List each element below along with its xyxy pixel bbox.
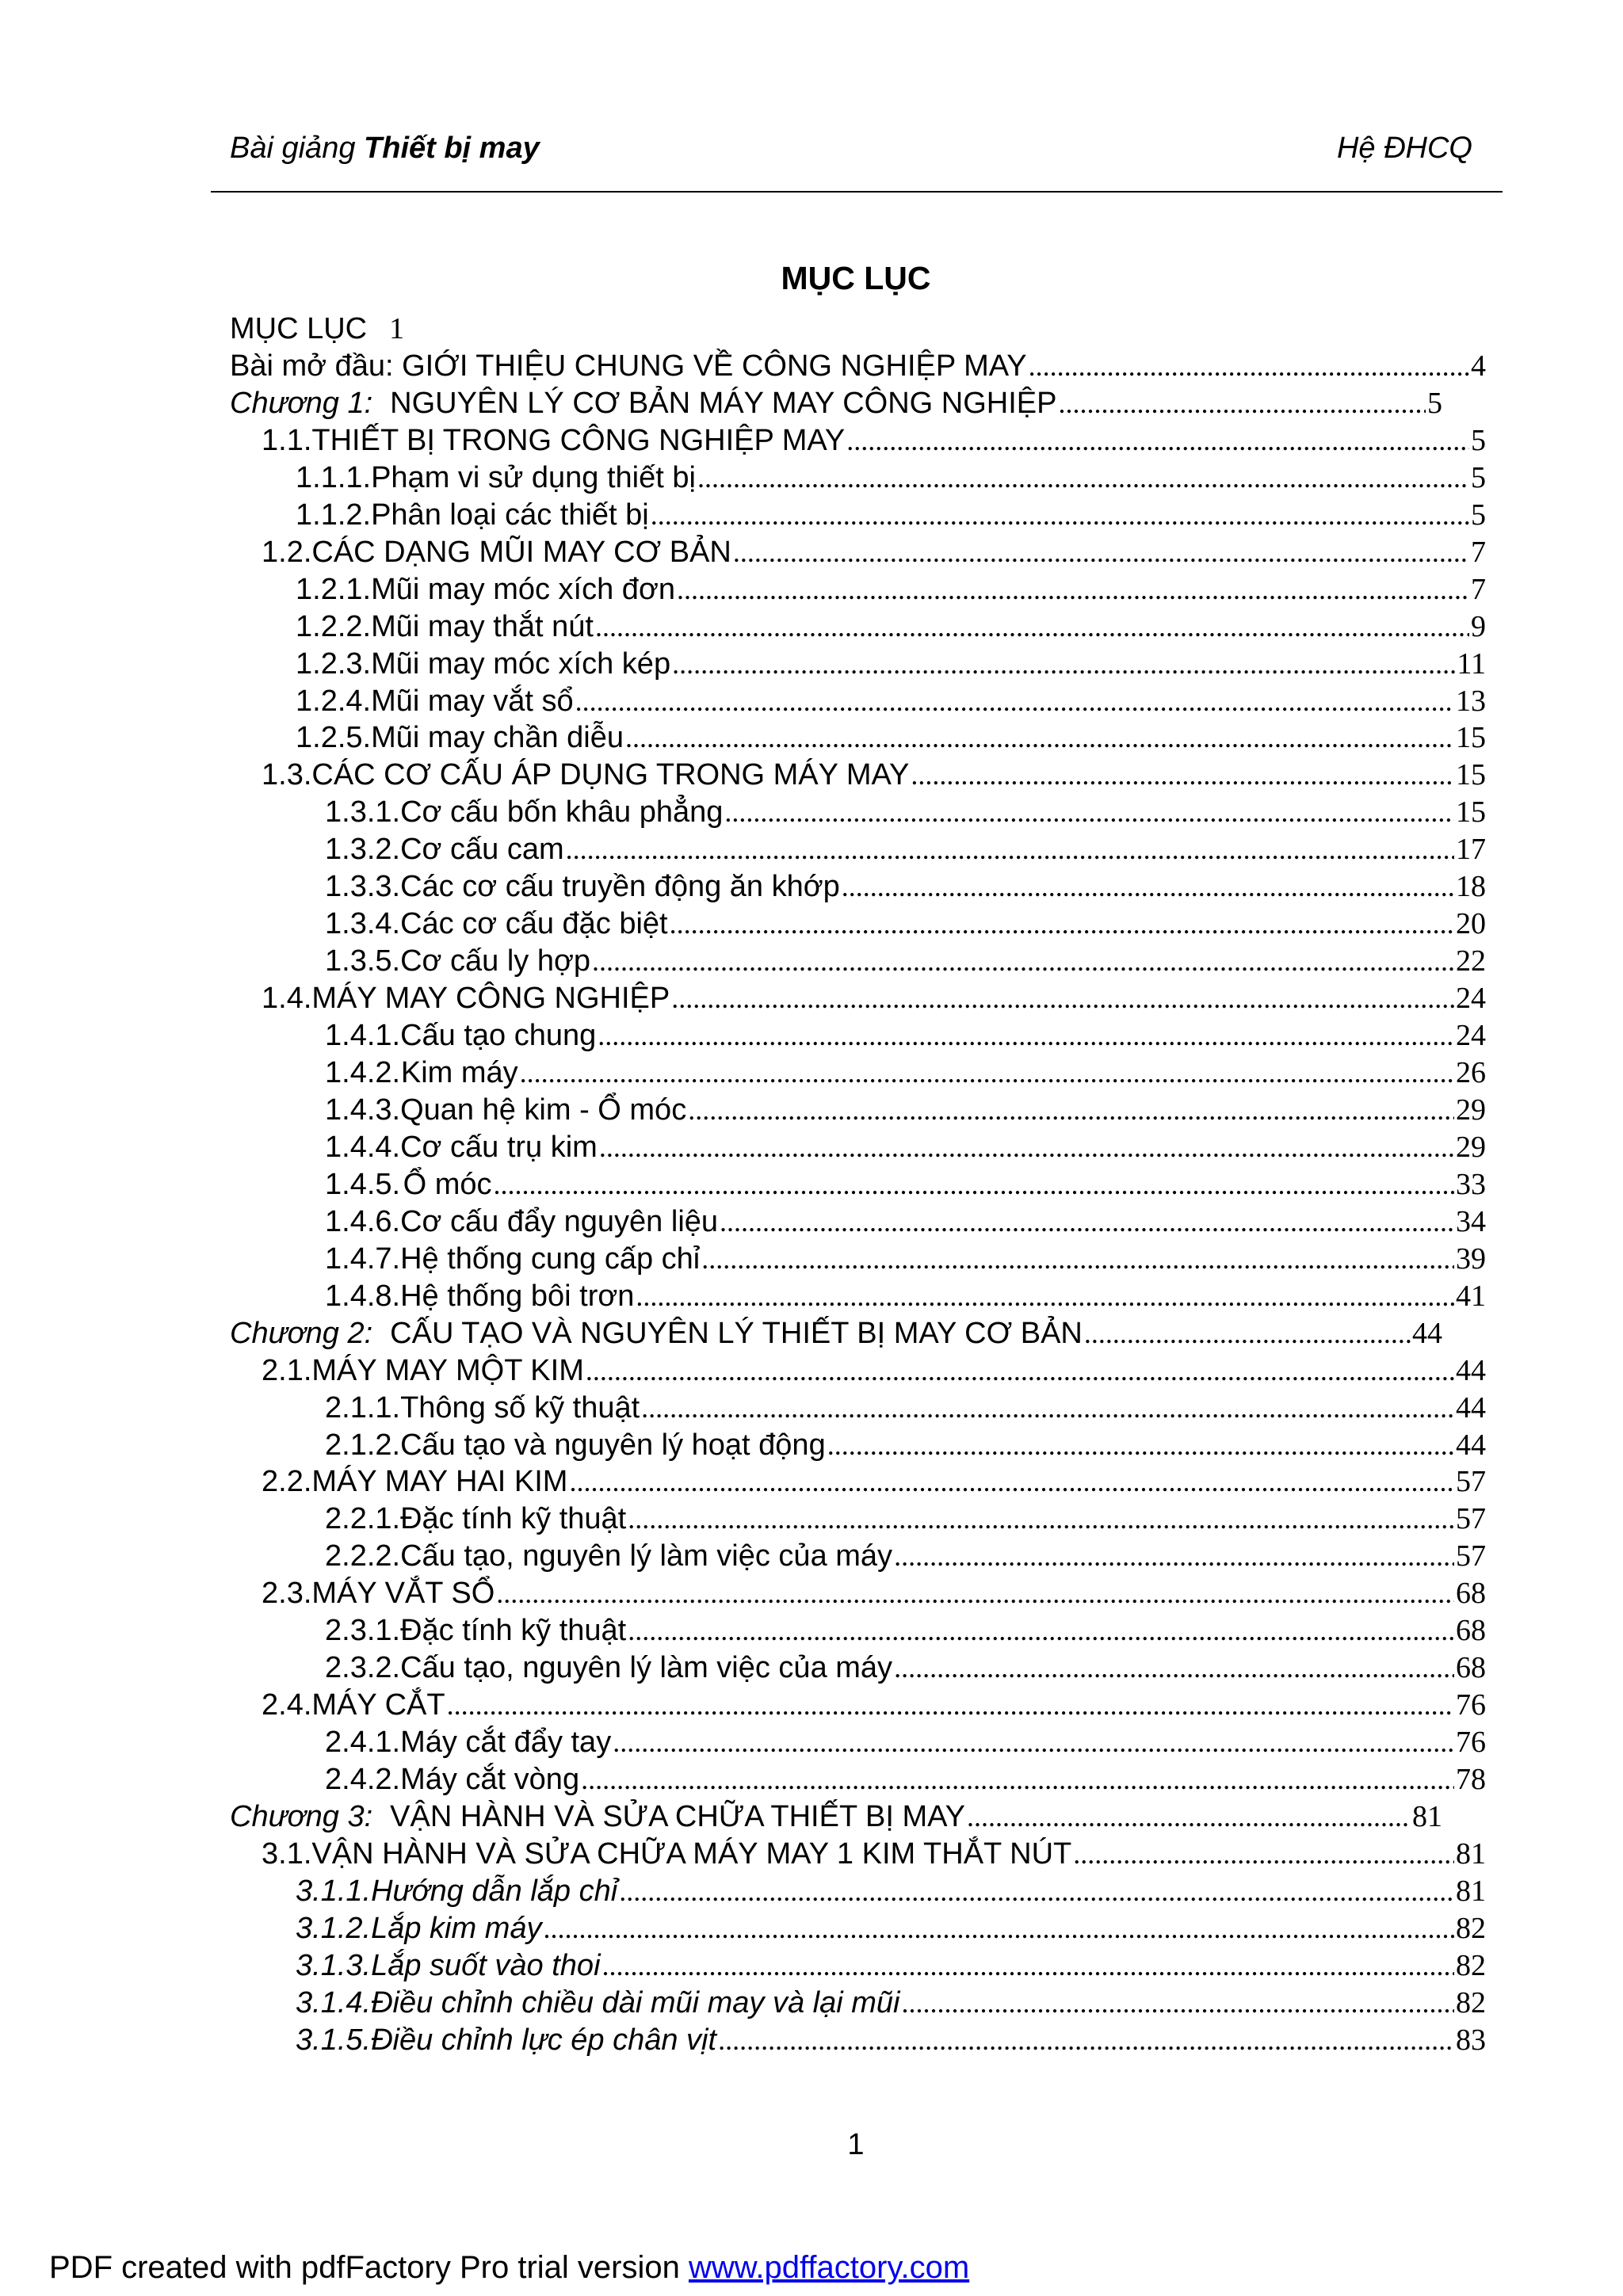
toc-entry-title: Mũi may móc xích đơn bbox=[371, 572, 675, 606]
toc-entry-page: 33 bbox=[1456, 1167, 1486, 1201]
toc-dot-leader bbox=[688, 1092, 1454, 1128]
toc-dot-leader bbox=[619, 1873, 1454, 1909]
toc-entry-title: MỤC LỤC bbox=[230, 312, 368, 345]
toc-entry-title: VẬN HÀNH VÀ SỬA CHỮA MÁY MAY 1 KIM THẮT NÚT bbox=[311, 1836, 1072, 1871]
toc-entry-page: 15 bbox=[1456, 795, 1486, 830]
toc-entry-title: Thông số kỹ thuật bbox=[400, 1390, 640, 1425]
toc-entry[interactable] bbox=[296, 719, 1486, 756]
toc-entry-number: 2.1.1. bbox=[325, 1390, 401, 1425]
toc-dot-leader bbox=[566, 831, 1454, 868]
toc-entry[interactable] bbox=[230, 348, 1486, 384]
toc-entry-page: 22 bbox=[1456, 944, 1486, 978]
toc-entry[interactable] bbox=[325, 1761, 1486, 1798]
toc-entry-page: 7 bbox=[1471, 572, 1486, 606]
toc-entry-title: Các cơ cấu đặc biệt bbox=[400, 907, 668, 941]
toc-entry-number: 2.4. bbox=[262, 1688, 312, 1722]
toc-entry[interactable] bbox=[325, 943, 1486, 979]
toc-entry-number: 2.2.1. bbox=[325, 1502, 401, 1536]
toc-entry-title: MÁY VẮT SỔ bbox=[311, 1577, 495, 1611]
toc-dot-leader bbox=[1084, 1315, 1411, 1352]
toc-entry-page: 5 bbox=[1471, 498, 1486, 532]
toc-entry-number: 2.2. bbox=[262, 1465, 312, 1499]
toc-entry-title: Lắp kim máy bbox=[371, 1911, 542, 1945]
toc-dot-leader bbox=[827, 1427, 1454, 1463]
toc-entry-page: 26 bbox=[1456, 1056, 1486, 1089]
toc-dot-leader bbox=[672, 646, 1455, 682]
toc-entry-title: MÁY MAY CÔNG NGHIỆP bbox=[311, 982, 670, 1016]
toc-entry-title: Kim máy bbox=[400, 1056, 518, 1089]
toc-entry[interactable] bbox=[296, 2022, 1486, 2058]
toc-entry[interactable] bbox=[262, 422, 1486, 459]
page-header bbox=[230, 132, 1472, 179]
toc-entry[interactable] bbox=[325, 1612, 1486, 1649]
page-number: 1 bbox=[847, 2128, 865, 2161]
toc-entry-number: 1.4.6. bbox=[325, 1204, 401, 1238]
toc-dot-leader bbox=[967, 1798, 1411, 1835]
toc-dot-leader bbox=[599, 1129, 1454, 1165]
toc-dot-leader bbox=[677, 571, 1469, 608]
toc-entry[interactable] bbox=[296, 608, 1486, 645]
toc-dot-leader bbox=[543, 1910, 1454, 1947]
toc-entry-page: 82 bbox=[1456, 1911, 1486, 1945]
toc-entry[interactable] bbox=[296, 571, 1486, 608]
toc-entry[interactable] bbox=[296, 1947, 1486, 1984]
toc-entry[interactable] bbox=[262, 1836, 1486, 1872]
toc-entry-page: 24 bbox=[1456, 1019, 1486, 1053]
toc-entry-number: 1.4.4. bbox=[325, 1130, 401, 1164]
footer-text: PDF created with pdfFactory Pro trial version bbox=[49, 2250, 689, 2285]
toc-entry-page: 34 bbox=[1456, 1204, 1486, 1238]
toc-entry-page: 41 bbox=[1456, 1279, 1486, 1313]
toc-dot-leader bbox=[628, 1501, 1454, 1537]
toc-entry-number: 1.3.5. bbox=[325, 944, 401, 978]
toc-entry-title: THIẾT BỊ TRONG CÔNG NGHIỆP MAY bbox=[311, 423, 846, 457]
toc-entry-page: 5 bbox=[1427, 386, 1442, 420]
toc-entry-title: Cấu tạo, nguyên lý làm việc của máy bbox=[400, 1539, 893, 1573]
toc-entry[interactable] bbox=[325, 1241, 1486, 1277]
toc-entry-number: 1.2. bbox=[262, 535, 312, 569]
toc-entry-number: 1.3.1. bbox=[325, 795, 401, 830]
toc-entry[interactable] bbox=[262, 980, 1486, 1016]
toc-entry-title: Cấu tạo, nguyên lý làm việc của máy bbox=[400, 1651, 893, 1685]
toc-entry-page: 5 bbox=[1471, 423, 1486, 457]
toc-entry-page: 39 bbox=[1456, 1241, 1486, 1276]
toc-entry-page: 82 bbox=[1456, 1948, 1486, 1982]
toc-entry-number: 1.2.1. bbox=[296, 572, 372, 606]
toc-entry-number: 3.1.4. bbox=[296, 1985, 372, 2019]
toc-entry-number: 1.4.1. bbox=[325, 1019, 401, 1053]
toc-entry[interactable] bbox=[325, 1017, 1486, 1054]
toc-entry-title: CÁC CƠ CẤU ÁP DỤNG TRONG MÁY MAY bbox=[311, 758, 910, 792]
toc-entry-number: 1.1. bbox=[262, 423, 312, 457]
toc-entry-title: Hệ thống bôi trơn bbox=[400, 1279, 635, 1313]
toc-entry-title: Mũi may chần diễu bbox=[371, 721, 624, 755]
header-program: Hệ ĐHCQ bbox=[1336, 132, 1472, 165]
toc-dot-leader bbox=[575, 683, 1454, 719]
toc-dot-leader bbox=[595, 608, 1469, 645]
toc-entry[interactable] bbox=[230, 385, 1442, 421]
toc-dot-leader bbox=[894, 1650, 1454, 1686]
toc-entry-title: Đặc tính kỹ thuật bbox=[400, 1502, 627, 1536]
toc-entry[interactable] bbox=[230, 311, 1486, 347]
toc-dot-leader bbox=[625, 719, 1454, 756]
toc-entry-page: 82 bbox=[1456, 1985, 1486, 2019]
toc-entry[interactable] bbox=[296, 497, 1486, 533]
toc-entry-page: 81 bbox=[1456, 1836, 1486, 1871]
toc-entry[interactable] bbox=[296, 1910, 1486, 1947]
toc-entry[interactable] bbox=[325, 1538, 1486, 1574]
toc-entry-page: 44 bbox=[1456, 1353, 1486, 1387]
toc-entry-number: 1.4.3. bbox=[325, 1093, 401, 1127]
toc-dot-leader bbox=[1058, 385, 1426, 421]
toc-entry-number: 3.1. bbox=[262, 1836, 312, 1871]
toc-entry-number: Chương 2: bbox=[230, 1316, 373, 1350]
toc-entry[interactable] bbox=[230, 1798, 1442, 1835]
toc-entry-number: 1.3.2. bbox=[325, 833, 401, 867]
toc-entry-page: 83 bbox=[1456, 2023, 1486, 2057]
toc-entry-number: 1.4.5. bbox=[325, 1167, 401, 1201]
toc-entry-page: 15 bbox=[1456, 758, 1486, 792]
toc-entry-number: 1.2.5. bbox=[296, 721, 372, 755]
toc-entry-title: Quan hệ kim - Ổ móc bbox=[400, 1093, 687, 1127]
toc-entry-number: 2.2.2. bbox=[325, 1539, 401, 1573]
toc-entry-page: 68 bbox=[1456, 1577, 1486, 1611]
header-course-title bbox=[230, 132, 540, 166]
toc-entry-page: 44 bbox=[1456, 1428, 1486, 1462]
toc-dot-leader bbox=[718, 2022, 1454, 2058]
toc-entry-page: 78 bbox=[1456, 1763, 1486, 1797]
toc-entry-number: 1.1.1. bbox=[296, 460, 372, 494]
toc-entry-title: CÁC DẠNG MŨI MAY CƠ BẢN bbox=[311, 535, 731, 569]
toc-entry-number: Chương 1: bbox=[230, 386, 373, 420]
toc-dot-leader bbox=[720, 1203, 1454, 1240]
toc-entry-title: CẤU TẠO VÀ NGUYÊN LÝ THIẾT BỊ MAY CƠ BẢN bbox=[390, 1316, 1083, 1350]
toc-entry-title: Cơ cấu bốn khâu phẳng bbox=[400, 795, 724, 830]
toc-entry[interactable] bbox=[262, 1463, 1486, 1500]
toc-entry-number: 1.4.8. bbox=[325, 1279, 401, 1313]
toc-entry-page: 24 bbox=[1456, 982, 1486, 1016]
toc-entry-title: Cấu tạo chung bbox=[400, 1019, 597, 1053]
toc-entry-title: Mũi may móc xích kép bbox=[371, 646, 671, 681]
toc-entry[interactable] bbox=[296, 1985, 1486, 2021]
toc-entry[interactable] bbox=[325, 1501, 1486, 1537]
header-subject: Thiết bị may bbox=[364, 132, 540, 165]
toc-dot-leader bbox=[651, 497, 1469, 533]
toc-entry-page: 76 bbox=[1456, 1726, 1486, 1760]
toc-dot-leader bbox=[496, 1575, 1454, 1611]
toc-entry-title: MÁY MAY HAI KIM bbox=[311, 1465, 568, 1499]
toc-dot-leader bbox=[894, 1538, 1454, 1574]
toc-entry[interactable] bbox=[262, 1687, 1486, 1723]
toc-entry-number: 1.2.2. bbox=[296, 609, 372, 643]
toc-dot-leader bbox=[569, 1463, 1454, 1500]
toc-entry-page: 68 bbox=[1456, 1614, 1486, 1648]
toc-dot-leader bbox=[670, 906, 1454, 942]
toc-entry-title: Bài mở đầu: GIỚI THIỆU CHUNG VỀ CÔNG NGHIỆP MAY bbox=[230, 349, 1027, 383]
toc-entry-number: 1.2.3. bbox=[296, 646, 372, 681]
toc-entry[interactable] bbox=[296, 460, 1486, 496]
toc-entry-title: Phạm vi sử dụng thiết bị bbox=[371, 460, 696, 494]
toc-entry-title: VẬN HÀNH VÀ SỬA CHỮA THIẾT BỊ MAY bbox=[390, 1800, 966, 1833]
toc-entry-title: Mũi may thắt nút bbox=[371, 609, 594, 643]
toc-entry-page: 13 bbox=[1456, 684, 1486, 718]
header-divider bbox=[211, 191, 1503, 193]
toc-entry[interactable] bbox=[296, 1873, 1486, 1909]
toc-entry[interactable] bbox=[296, 683, 1486, 719]
toc-dot-leader bbox=[846, 422, 1469, 459]
toc-entry-number: 1.2.4. bbox=[296, 684, 372, 718]
toc-entry-title: Máy cắt đẩy tay bbox=[400, 1726, 612, 1760]
toc-entry-title: Cấu tạo và nguyên lý hoạt động bbox=[400, 1428, 826, 1462]
toc-entry-number: Chương 3: bbox=[230, 1800, 373, 1833]
toc-entry-page: 20 bbox=[1456, 907, 1486, 941]
toc-entry-page: 5 bbox=[1471, 460, 1486, 494]
toc-entry-page: 57 bbox=[1456, 1465, 1486, 1499]
toc-dot-leader bbox=[671, 980, 1454, 1016]
toc-entry-number: 1.3.3. bbox=[325, 870, 401, 904]
toc-entry[interactable] bbox=[262, 1575, 1486, 1611]
toc-entry[interactable] bbox=[325, 1650, 1486, 1686]
toc-entry-page: 18 bbox=[1456, 870, 1486, 904]
toc-dot-leader bbox=[641, 1390, 1454, 1426]
toc-entry-page: 68 bbox=[1456, 1651, 1486, 1685]
toc-entry-page: 29 bbox=[1456, 1130, 1486, 1164]
toc-entry-number: 3.1.1. bbox=[296, 1874, 372, 1908]
toc-entry-title: Cơ cấu cam bbox=[400, 833, 564, 867]
toc-entry-number: 1.4.2. bbox=[325, 1056, 401, 1089]
toc-dot-leader bbox=[697, 460, 1469, 496]
toc-entry-title: Lắp suốt vào thoi bbox=[371, 1948, 601, 1982]
toc-entry[interactable] bbox=[325, 1724, 1486, 1760]
toc-dot-leader bbox=[447, 1687, 1454, 1723]
toc-entry-number: 2.4.2. bbox=[325, 1763, 401, 1797]
toc-entry-number: 3.1.2. bbox=[296, 1911, 372, 1945]
toc-entry[interactable] bbox=[325, 1203, 1486, 1240]
toc-dot-leader bbox=[520, 1055, 1454, 1091]
toc-entry-number: 2.1.2. bbox=[325, 1428, 401, 1462]
toc-dot-leader bbox=[842, 868, 1454, 905]
toc-entry-page: 4 bbox=[1471, 349, 1486, 383]
toc-entry-number: 1.4. bbox=[262, 982, 312, 1016]
toc-entry-page: 44 bbox=[1412, 1316, 1442, 1350]
toc-entry-title: Cơ cấu ly hợp bbox=[400, 944, 591, 978]
toc-entry-title: Phân loại các thiết bị bbox=[371, 498, 649, 532]
toc-entry-page: 76 bbox=[1456, 1688, 1486, 1722]
toc-entry[interactable] bbox=[325, 1166, 1486, 1203]
toc-entry[interactable] bbox=[325, 1092, 1486, 1128]
toc-entry-number: 1.4.7. bbox=[325, 1241, 401, 1276]
toc-entry[interactable] bbox=[262, 1352, 1486, 1389]
toc-dot-leader bbox=[701, 1241, 1454, 1277]
toc-dot-leader bbox=[586, 1352, 1454, 1389]
toc-entry[interactable] bbox=[296, 646, 1486, 682]
toc-entry-page: 17 bbox=[1456, 833, 1486, 867]
toc-entry-page: 44 bbox=[1456, 1390, 1486, 1425]
toc-entry[interactable] bbox=[325, 906, 1486, 942]
toc-dot-leader bbox=[628, 1612, 1454, 1649]
toc-dot-leader bbox=[581, 1761, 1454, 1798]
footer-link[interactable]: www.pdffactory.com bbox=[688, 2250, 970, 2285]
toc-entry[interactable] bbox=[325, 1055, 1486, 1091]
toc-entry-title: Hướng dẫn lắp chỉ bbox=[371, 1874, 618, 1908]
toc-entry[interactable] bbox=[230, 1315, 1442, 1352]
toc-entry-page: 15 bbox=[1456, 721, 1486, 755]
toc-dot-leader bbox=[902, 1985, 1455, 2021]
toc-entry-title: Cơ cấu trụ kim bbox=[400, 1130, 598, 1164]
header-prefix: Bài giảng bbox=[230, 132, 365, 165]
toc-entry-page: 7 bbox=[1471, 535, 1486, 569]
toc-entry-title: Các cơ cấu truyền động ăn khớp bbox=[400, 870, 840, 904]
toc-entry-number: 2.3. bbox=[262, 1577, 312, 1611]
toc-entry-title: MÁY MAY MỘT KIM bbox=[311, 1353, 584, 1387]
toc-entry-number: 3.1.3. bbox=[296, 1948, 372, 1982]
toc-entry[interactable] bbox=[325, 868, 1486, 905]
pdf-footer bbox=[49, 2250, 969, 2286]
toc-entry[interactable] bbox=[325, 1427, 1486, 1463]
toc-entry[interactable] bbox=[325, 794, 1486, 830]
toc-entry[interactable] bbox=[325, 1129, 1486, 1165]
toc-heading: MỤC LỤC bbox=[781, 260, 931, 296]
toc-entry-page: 1 bbox=[389, 312, 405, 345]
toc-dot-leader bbox=[493, 1166, 1454, 1203]
toc-dot-leader bbox=[1073, 1836, 1454, 1872]
toc-entry-number: 2.1. bbox=[262, 1353, 312, 1387]
toc-dot-leader bbox=[733, 534, 1469, 570]
toc-dot-leader bbox=[724, 794, 1454, 830]
toc-entry-number: 2.3.1. bbox=[325, 1614, 401, 1648]
toc-entry-title: MÁY CẮT bbox=[311, 1688, 445, 1722]
toc-dot-leader bbox=[1029, 348, 1469, 384]
toc-entry-title: Máy cắt vòng bbox=[400, 1763, 580, 1797]
toc-entry[interactable] bbox=[325, 831, 1486, 868]
toc-entry-page: 81 bbox=[1412, 1800, 1442, 1833]
toc-dot-leader bbox=[613, 1724, 1454, 1760]
toc-entry-number: 1.3.4. bbox=[325, 907, 401, 941]
toc-entry-page: 11 bbox=[1457, 646, 1486, 681]
toc-entry-page: 57 bbox=[1456, 1502, 1486, 1536]
toc-entry[interactable] bbox=[262, 534, 1486, 570]
toc-entry[interactable] bbox=[325, 1278, 1486, 1314]
toc-entry-title: Cơ cấu đẩy nguyên liệu bbox=[400, 1204, 719, 1238]
toc-entry-page: 57 bbox=[1456, 1539, 1486, 1573]
toc-entry[interactable] bbox=[262, 757, 1486, 793]
toc-entry-title: Đặc tính kỹ thuật bbox=[400, 1614, 627, 1648]
toc-entry-title: Điều chỉnh lực ép chân vịt bbox=[371, 2023, 717, 2057]
toc-entry-page: 9 bbox=[1471, 609, 1486, 643]
toc-entry-title: NGUYÊN LÝ CƠ BẢN MÁY MAY CÔNG NGHIỆP bbox=[390, 386, 1057, 420]
toc-dot-leader bbox=[592, 943, 1454, 979]
toc-entry-title: Điều chỉnh chiều dài mũi may và lại mũi bbox=[371, 1985, 900, 2019]
toc-dot-leader bbox=[911, 757, 1454, 793]
toc-entry-title: Mũi may vắt sổ bbox=[371, 684, 574, 718]
toc-entry-number: 2.3.2. bbox=[325, 1651, 401, 1685]
toc-entry-page: 29 bbox=[1456, 1093, 1486, 1127]
toc-dot-leader bbox=[598, 1017, 1454, 1054]
toc-dot-leader bbox=[602, 1947, 1454, 1984]
toc-dot-leader bbox=[636, 1278, 1454, 1314]
toc-entry-number: 2.4.1. bbox=[325, 1726, 401, 1760]
toc-entry-number: 1.3. bbox=[262, 758, 312, 792]
toc-entry-number: 3.1.5. bbox=[296, 2023, 372, 2057]
toc-entry-title: Hệ thống cung cấp chỉ bbox=[400, 1241, 701, 1276]
toc-entry-title: Ổ móc bbox=[403, 1167, 492, 1201]
toc-entry-page: 81 bbox=[1456, 1874, 1486, 1908]
toc-entry[interactable] bbox=[325, 1390, 1486, 1426]
toc-entry-number: 1.1.2. bbox=[296, 498, 372, 532]
